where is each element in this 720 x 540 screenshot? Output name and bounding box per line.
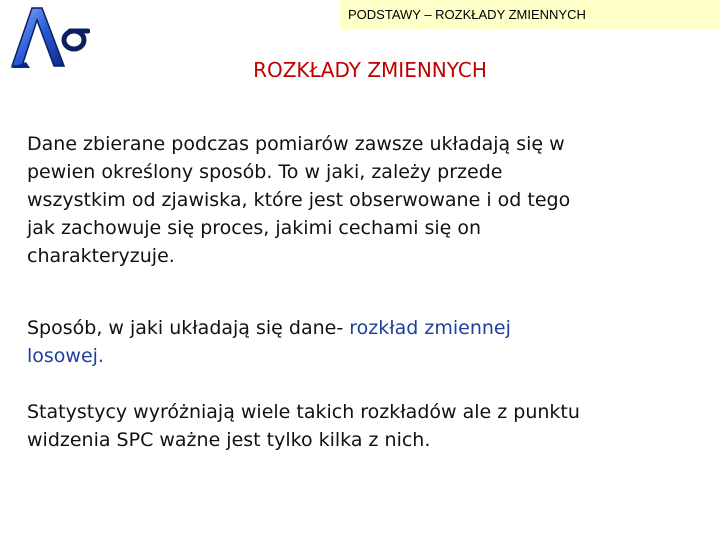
paragraph-line: jak zachowuje się proces, jakimi cechami się on bbox=[27, 217, 482, 239]
slide-title: ROZKŁADY ZMIENNYCH bbox=[253, 58, 487, 82]
paragraph-line: Dane zbierane podczas pomiarów zawsze układają się w bbox=[27, 133, 565, 155]
paragraph-line: charakteryzuje. bbox=[27, 245, 175, 267]
header-section-title: PODSTAWY – ROZKŁADY ZMIENNYCH bbox=[340, 0, 720, 30]
paragraph-line bbox=[27, 314, 707, 342]
definition-highlight-text: losowej. bbox=[27, 345, 104, 367]
paragraph-line: widzenia SPC ważne jest tylko kilka z nich. bbox=[27, 429, 431, 451]
definition-lead-text: Sposób, w jaki układają się dane- bbox=[27, 317, 350, 339]
paragraph-data-description bbox=[27, 130, 707, 270]
paragraph-statisticians bbox=[27, 398, 707, 454]
paragraph-line: Statystycy wyróżniają wiele takich rozkładów ale z punktu bbox=[27, 401, 580, 423]
paragraph-line: pewien określony sposób. To w jaki, zależy przede bbox=[27, 161, 503, 183]
paragraph-distribution-definition bbox=[27, 314, 707, 370]
definition-highlight-text: rozkład zmiennej bbox=[349, 317, 511, 339]
paragraph-line: wszystkim od zjawiska, które jest obserwowane i od tego bbox=[27, 189, 571, 211]
